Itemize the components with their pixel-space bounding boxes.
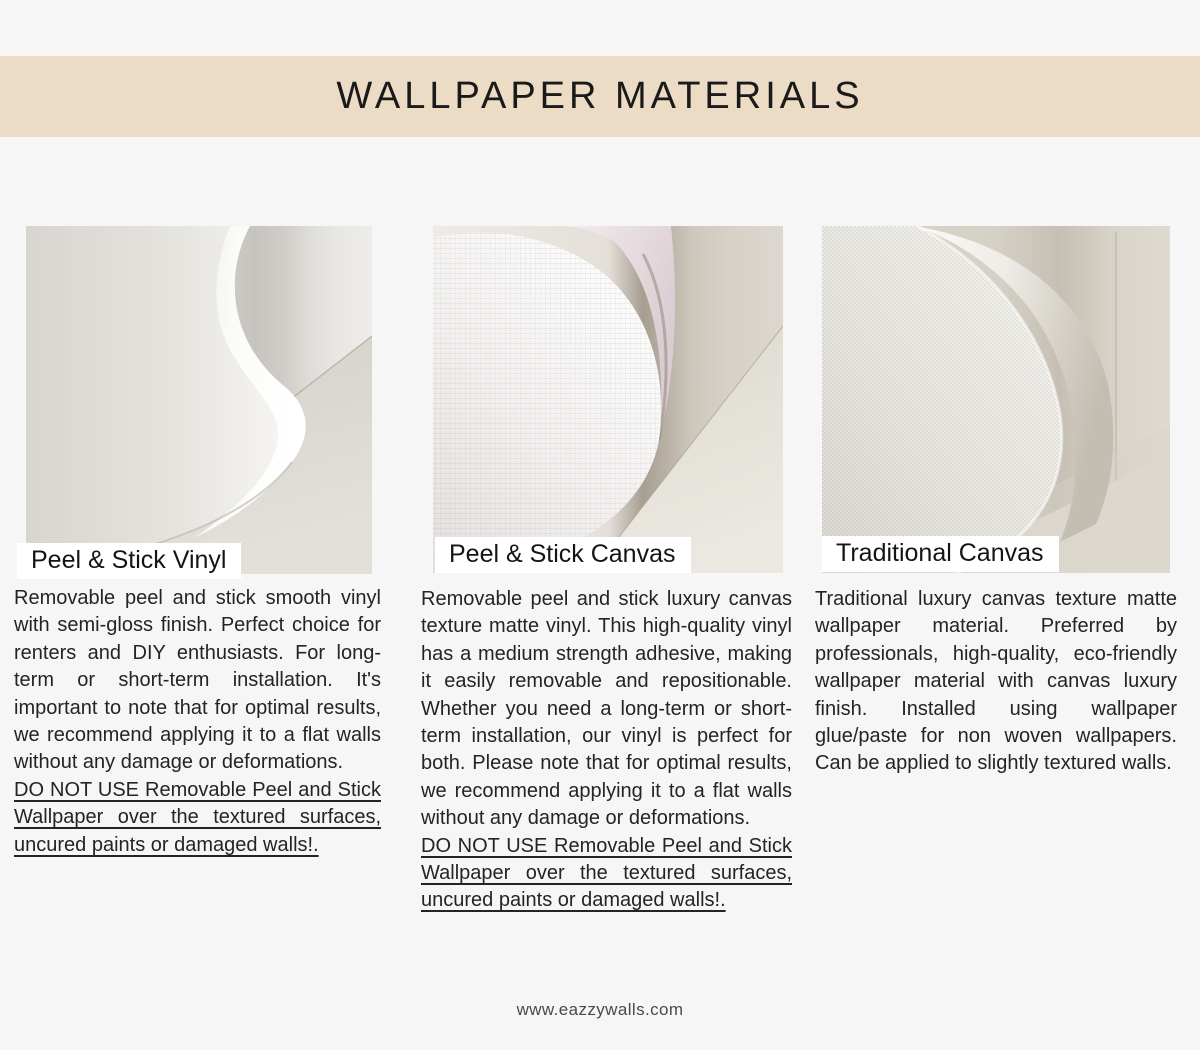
material-image-vinyl [14, 226, 381, 574]
material-label-vinyl: Peel & Stick Vinyl [17, 543, 241, 579]
material-warning-peel-stick-canvas: DO NOT USE Removable Peel and Stick Wallpaper over the textured surfaces, uncured paints or damaged walls!. [421, 834, 792, 912]
curled-canvas-vinyl-photo [433, 226, 783, 573]
header-band [0, 56, 1200, 137]
material-label-peel-stick-canvas: Peel & Stick Canvas [435, 537, 691, 573]
material-image-traditional-canvas [815, 226, 1177, 573]
material-description-vinyl: Removable peel and stick smooth vinyl with semi-gloss finish. Perfect choice for renters and DIY enthusiasts. For long-term or short-term installation. It's important to note that for optimal results, we recommend applying it to a flat walls without any damage or deformations. [14, 587, 381, 774]
material-description-peel-stick-canvas: Removable peel and stick luxury canvas texture matte vinyl. This high-quality vinyl has a medium strength adhesive, making it easily removable and repositionable. Whether you need a long-term or short-term installation, our vinyl is perfect for both. Please note that for optimal results, we recommend applying it to a flat walls without any damage or deformations. [421, 588, 792, 830]
footer [0, 1000, 1200, 1020]
material-description-traditional-canvas: Traditional luxury canvas texture matte wallpaper material. Preferred by professionals, high-quality, eco-friendly wallpaper material with canvas luxury finish. Installed using wallpaper glue/paste for non woven wallpapers. Can be applied to slightly textured walls. [815, 588, 1177, 775]
material-column-vinyl [14, 226, 381, 859]
material-column-peel-stick-canvas [421, 226, 792, 915]
material-image-peel-stick-canvas [421, 226, 792, 573]
curled-smooth-vinyl-photo [26, 226, 372, 574]
curled-traditional-canvas-photo [822, 226, 1170, 573]
material-label-traditional-canvas: Traditional Canvas [822, 536, 1059, 572]
website-url: www.eazzywalls.com [516, 1000, 684, 1019]
page-title: WALLPAPER MATERIALS [336, 75, 864, 117]
material-warning-vinyl: DO NOT USE Removable Peel and Stick Wallpaper over the textured surfaces, uncured paints or damaged walls!. [14, 778, 381, 856]
material-column-traditional-canvas [815, 226, 1177, 778]
